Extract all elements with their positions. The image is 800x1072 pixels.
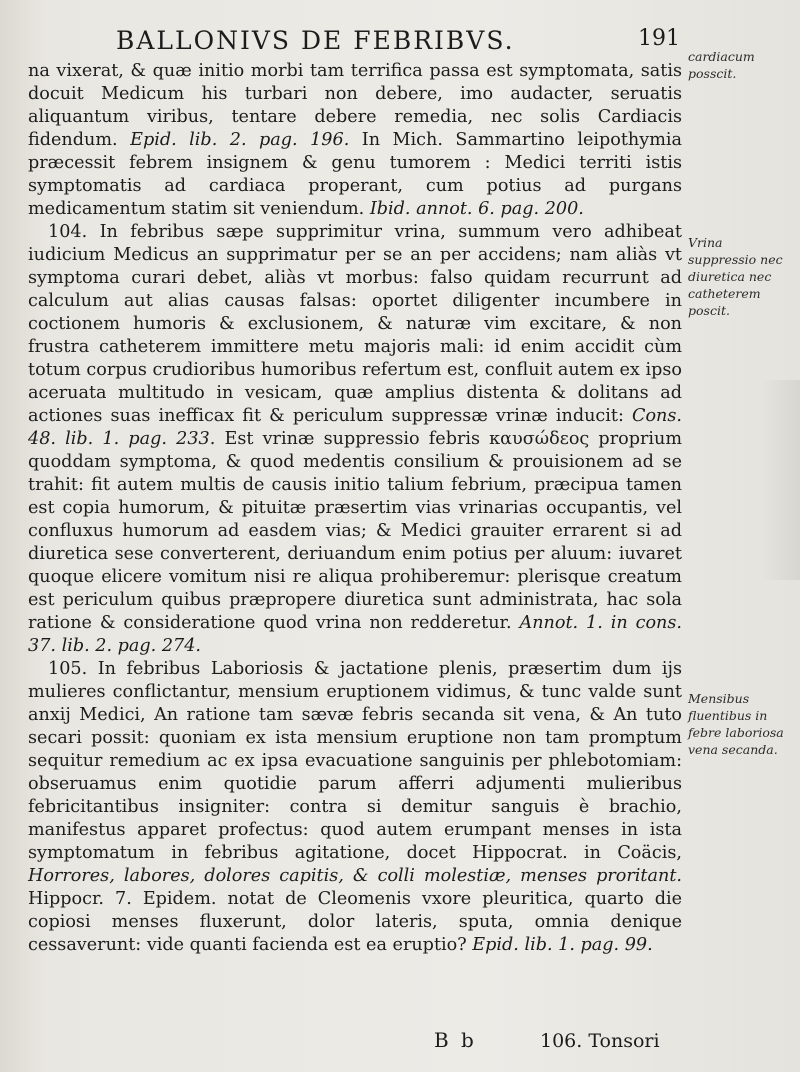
citation: Epid. lib. 1. pag. 99. xyxy=(472,935,653,955)
citation: Cons. 48. lib. 1. pag. 233. xyxy=(28,406,683,449)
citation: Annot. 1. in cons. 37. lib. 2. pag. 274. xyxy=(28,613,682,656)
citation: Ibid. annot. 6. pag. 200. xyxy=(369,199,584,219)
paragraph-continuation xyxy=(28,60,682,221)
paragraph-number: 104. xyxy=(48,222,88,242)
catchword: 106. Tonsori xyxy=(540,1030,660,1052)
paragraph-text: na vixerat, & quæ initio morbi tam terrifica passa est symptomata, satis docuit Medicum his turbari non debere, imo audacter, seruatis aliquantum viribus, tentare debere remedia, nec solis Cardiacis fidendum. xyxy=(28,61,682,150)
citation: Epid. lib. 2. pag. 196. xyxy=(130,130,350,150)
margin-note: Mensibus fluentibus in febre laboriosa vena secanda. xyxy=(688,691,784,757)
page-header xyxy=(110,22,690,58)
paragraph-text: Hippocr. 7. Epidem. notat de Cleomenis vxore pleuritica, quarto die copiosi menses fluxerunt, dolor lateris, sputa, omnia denique cessaverunt: vide quanti facienda est ea eruptio? xyxy=(28,889,682,955)
page-number: 191 xyxy=(638,26,680,51)
paragraph-text: In febribus Laboriosis & jactatione plenis, præsertim dum ijs mulieres conflictantur, mensium eruptionem vidimus, & tunc valde sunt anxij Medici, An ratione tam sævæ febris secanda sit vena, & An tuto secari possit: quoniam ex ista mensium eruptione non tam promptum sequitur remedium ac ex ipsa evacuatione sanguinis per phlebotomiam: obseruamus enim quotidie parum afferri adjumenti mulieribus febricitantibus insigniter: contra si demitur sanguis è brachio, manifestus apparet profectus: quod autem erumpant menses in ista symptomatum in febribus agitatione, docet Hippocrat. in Coäcis, xyxy=(28,659,683,863)
paragraph-text: Est vrinæ suppressio febris καυσώδεος proprium quoddam symptoma, & quod medentis consilium & prouisionem ad se trahit: fit autem multis de causis initio talium febrium, præcipua tamen est copia humorum, & pituitæ præsertim vias vrinarias occupantis, vel confluxus humorum ad easdem vias; & Medici grauiter errarent si ad diuretica sese converterent, deriuandum enim potius per aluum: iuvaret quoque elicere vomitum nisi re aliqua prohiberemur: plerisque creatum est periculum quibus præpropere diuretica sunt administrata, hac sola ratione & consideratione quod vrina non redderetur. xyxy=(28,429,683,633)
margin-note: cardiacum posscit. xyxy=(688,49,755,81)
running-title: BALLONIVS DE FEBRIBVS. xyxy=(116,26,515,55)
signature-mark: B b xyxy=(434,1028,477,1052)
body-text xyxy=(28,60,682,957)
margin-note: Vrina suppressio nec diuretica nec catheterem poscit. xyxy=(688,235,783,318)
paragraph-number: 105. xyxy=(48,659,88,679)
show-through-shadow xyxy=(760,380,800,580)
paragraph-104 xyxy=(28,221,682,658)
paragraph-105 xyxy=(28,658,682,957)
page-footer xyxy=(0,1028,800,1058)
citation: Horrores, labores, dolores capitis, & colli molestiæ, menses proritant. xyxy=(28,866,682,886)
paragraph-text: In Mich. Sammartino leipothymia præcessit febrem insignem & genu tumorem : Medici territi istis symptomatis ad cardiaca properant, cum potius ad purgans medicamentum statim sit veniendum. xyxy=(28,130,683,219)
paragraph-text: In febribus sæpe supprimitur vrina, summum vero adhibeat iudicium Medicus an supprimatur per se an per accidens; nam aliàs vt symptoma curari debet, aliàs vt morbus: falso quidam recurrunt ad calculum aut alias causas falsas: oportet diligenter incumbere in coctionem humoris & exclusionem, & naturæ vim excitare, & non frustra catheterem immittere metu majoris mali: id enim accidit cùm totum corpus crudioribus humoribus refertum est, confluit autem ex ipso aceruata multitudo in vesicam, quæ amplius distenta & dolitans ad actiones suas inefficax fit & periculum suppressæ vrinæ inducit: xyxy=(28,222,682,426)
